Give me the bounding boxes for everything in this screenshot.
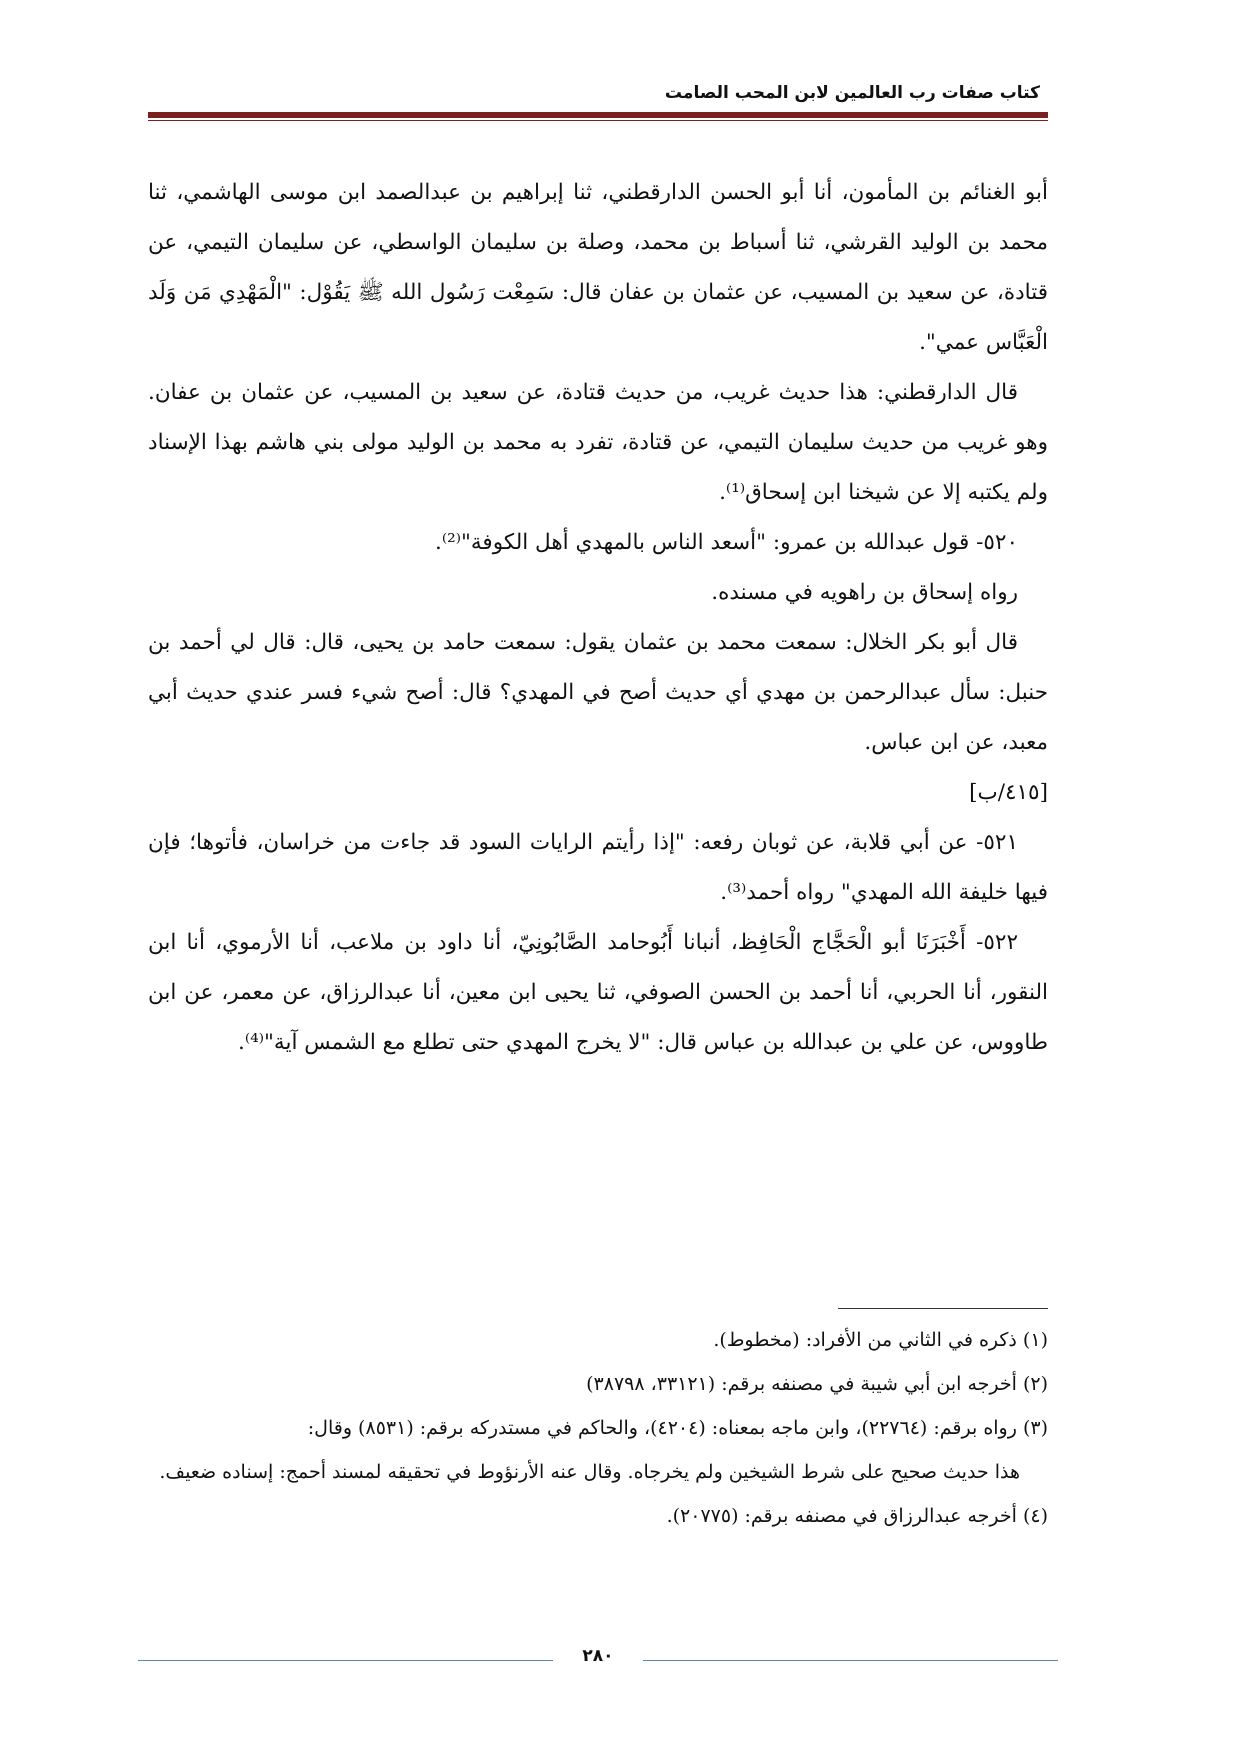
- paragraph-522: ٥٢٢- أَخْبَرَنَا أبو الْحَجَّاج الْحَافِظ، أنبانا أَبُوحامد الصَّابُونِيّ، أنا داود بن ملاعب، أنا الأرموي، أنا ابن النقور، أنا الحربي، أنا أحمد بن الحسن الصوفي، ثنا يحيى ابن معين، أنا عبدالرزاق، عن معمر، عن ابن طاووس، عن علي بن عبدالله بن عباس قال: "لا يخرج المهدي حتى تطلع مع الشمس آية"⁽⁴⁾.: [148, 930, 1048, 1055]
- header-rule-thin: [148, 120, 1048, 121]
- footnote-2: (٢) أخرجه ابن أبي شيبة في مصنفه برقم: (٣٣١٢١، ٣٨٧٩٨): [586, 1373, 1048, 1395]
- header-rule-thick: [148, 112, 1048, 118]
- paragraph-daraqutni: قال الدارقطني: هذا حديث غريب، من حديث قتادة، عن سعيد بن المسيب، عن عثمان بن عفان. وهو غريب من حديث سليمان التيمي، عن قتادة، تفرد به محمد بن الوليد مولى بني هاشم بهذا الإسناد ولم يكتبه إلا عن شيخنا ابن إسحاق⁽¹⁾.: [148, 380, 1048, 505]
- footer-rule-left: [138, 1660, 553, 1661]
- page-number: ٢٨٠: [582, 1646, 614, 1666]
- footnote-4: (٤) أخرجه عبدالرزاق في مصنفه برقم: (٢٠٧٧٥).: [666, 1505, 1048, 1527]
- paragraph-520: ٥٢٠- قول عبدالله بن عمرو: "أسعد الناس بالمهدي أهل الكوفة"⁽²⁾.: [434, 530, 1018, 555]
- footnote-3-continuation: هذا حديث صحيح على شرط الشيخين ولم يخرجاه. وقال عنه الأرنؤوط في تحقيقه لمسند أحمج: إسناده ضعيف.: [159, 1461, 1020, 1483]
- manuscript-folio-marker: [٤١٥/ب]: [969, 780, 1048, 805]
- paragraph-ishaq: رواه إسحاق بن راهويه في مسنده.: [711, 580, 1018, 605]
- paragraph-isnad: أبو الغنائم بن المأمون، أنا أبو الحسن الدارقطني، ثنا إبراهيم بن عبدالصمد ابن موسى الهاشمي، ثنا محمد بن الوليد القرشي، ثنا أسباط بن محمد، وصلة بن سليمان الواسطي، عن سليمان التيمي، عن قتادة، عن سعيد بن المسيب، عن عثمان بن عفان قال: سَمِعْت رَسُول الله ﷺ يَقُوْل: "الْمَهْدِي مَن وَلَد الْعَبَّاس عمي".: [148, 180, 1048, 355]
- footnote-1: (١) ذكره في الثاني من الأفراد: (مخطوط).: [713, 1329, 1048, 1351]
- paragraph-khallal: قال أبو بكر الخلال: سمعت محمد بن عثمان يقول: سمعت حامد بن يحيى، قال: قال لي أحمد بن حنبل: سأل عبدالرحمن بن مهدي أي حديث أصح في المهدي؟ قال: أصح شيء فسر عندي حديث أبي معبد، عن ابن عباس.: [148, 630, 1048, 755]
- running-header-title: كتاب صفات رب العالمين لابن المحب الصامت: [664, 83, 1040, 103]
- footnote-separator: [838, 1308, 1048, 1309]
- paragraph-521: ٥٢١- عن أبي قلابة، عن ثوبان رفعه: "إذا رأيتم الرايات السود قد جاءت من خراسان، فأتوها؛ فإن فيها خليفة الله المهدي" رواه أحمد⁽³⁾.: [148, 830, 1048, 905]
- footnotes: [148, 1318, 1048, 1538]
- main-text: [148, 168, 1048, 1068]
- footnote-3: (٣) رواه برقم: (٢٢٧٦٤)، وابن ماجه بمعناه: (٤٢٠٤)، والحاكم في مستدركه برقم: (٨٥٣١) وقال:: [307, 1417, 1048, 1439]
- footer-rule-right: [643, 1660, 1058, 1661]
